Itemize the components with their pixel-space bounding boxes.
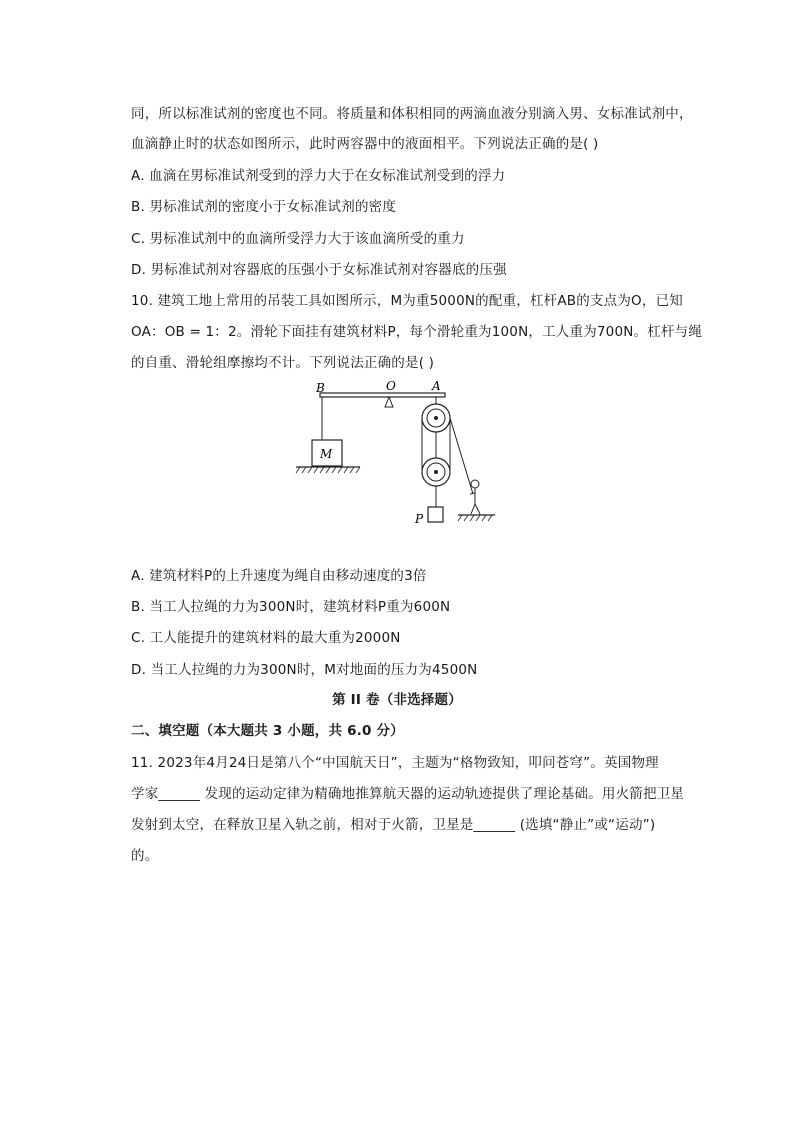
label-b: B	[316, 381, 325, 395]
q9-option-b: B. 男标准试剂的密度小于女标准试剂的密度	[131, 199, 397, 215]
q9-option-d: D. 男标准试剂对容器底的压强小于女标准试剂对容器底的压强	[131, 262, 507, 278]
label-p: P	[415, 512, 424, 526]
q10-option-d: D. 当工人拉绳的力为300N时，M对地面的压力为4500N	[131, 662, 478, 678]
q10-stem-line2: OA：OB = 1：2。滑轮下面挂有建筑材料P，每个滑轮重为100N，工人重为700N。杠杆与绳	[131, 324, 703, 340]
q11-line1: 11. 2023年4月24日是第八个“中国航天日”，主题为“格物致知，叩问苍穹”。英国物理	[131, 755, 659, 771]
q9-option-c: C. 男标准试剂中的血滴所受浮力大于该血滴所受的重力	[131, 231, 465, 247]
q11-line4: 的。	[131, 848, 159, 864]
q9-option-a: A. 血滴在男标准试剂受到的浮力大于在女标准试剂受到的浮力	[131, 168, 506, 184]
label-o: O	[386, 379, 396, 393]
q11-line2: 学家______ 发现的运动定律为精确地推算航天器的运动轨迹提供了理论基础。用火箭把卫星	[131, 786, 685, 802]
q10-option-c: C. 工人能提升的建筑材料的最大重为2000N	[131, 630, 401, 646]
q10-stem-line3: 的自重、滑轮组摩擦均不计。下列说法正确的是( )	[131, 355, 435, 371]
q10-option-a: A. 建筑材料P的上升速度为绳自由移动速度的3倍	[131, 568, 427, 584]
lever-pulley-figure	[290, 376, 505, 531]
q10-option-b: B. 当工人拉绳的力为300N时，建筑材料P重为600N	[131, 599, 451, 615]
label-m: M	[320, 447, 333, 461]
q9-stem-line2: 血滴静止时的状态如图所示，此时两容器中的液面相平。下列说法正确的是( )	[131, 136, 599, 152]
q9-stem-line1: 同，所以标准试剂的密度也不同。将质量和体积相同的两滴血液分别滴入男、女标准试剂中，	[131, 106, 693, 122]
label-a: A	[432, 379, 441, 393]
q10-stem-line1: 10. 建筑工地上常用的吊装工具如图所示，M为重5000N的配重，杠杆AB的支点为O，已知	[131, 293, 683, 309]
part-heading: 二、填空题（本大题共 3 小题，共 6.0 分）	[131, 723, 404, 739]
section-title: 第 II 卷（非选择题）	[332, 692, 462, 708]
q11-line3: 发射到太空，在释放卫星入轨之前，相对于火箭，卫星是______ (选填“静止”或“运动”)	[131, 817, 656, 833]
